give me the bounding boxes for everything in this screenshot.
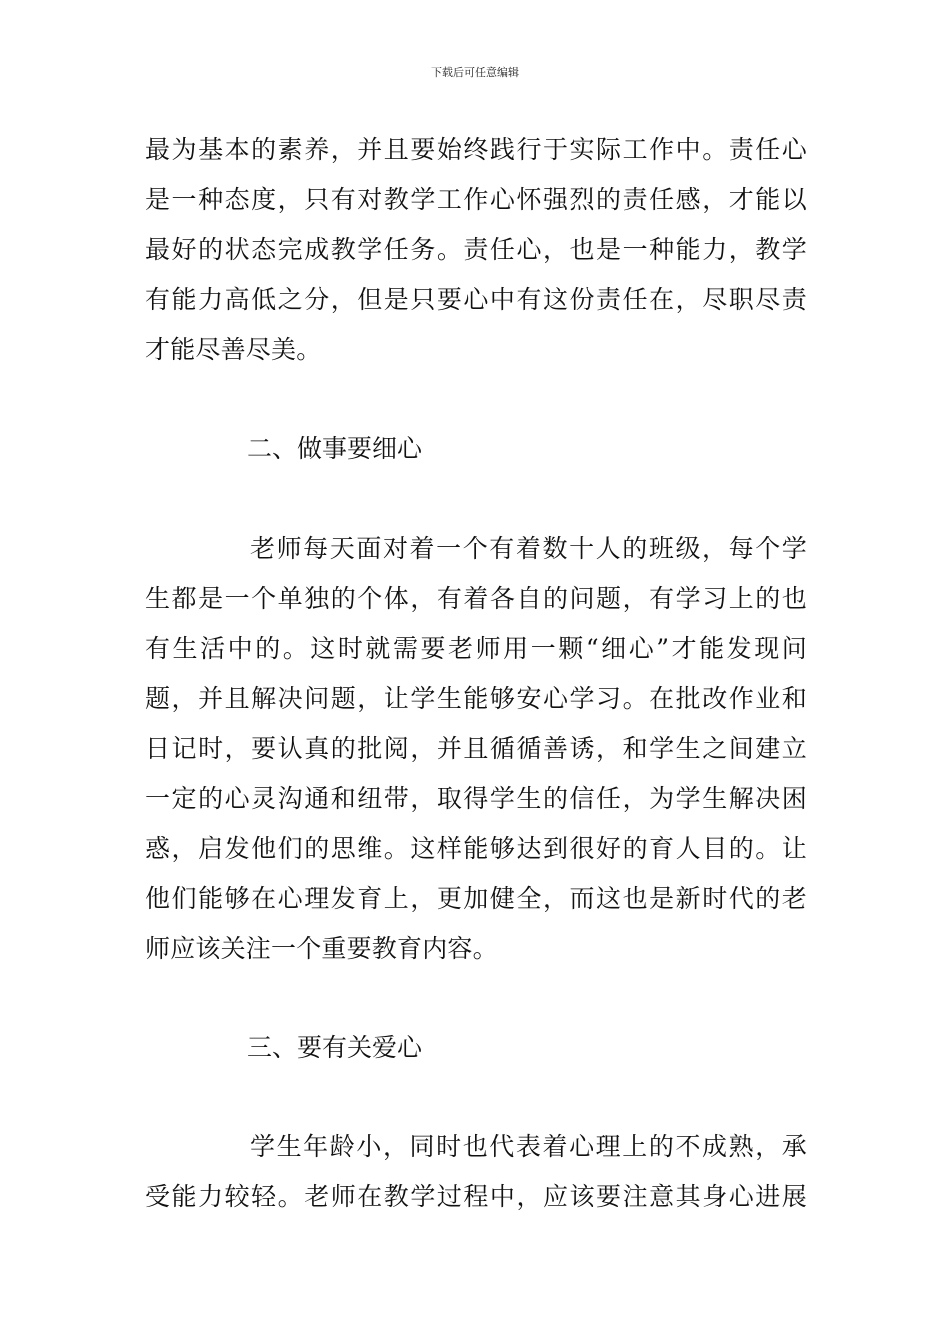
section-2-line-7: 惑，启发他们的思维。这样能够达到很好的育人目的。让 [145,834,807,863]
section-2-line-8: 他们能够在心理发育上，更加健全，而这也是新时代的老 [145,884,807,913]
paragraph-1-line-1: 最为基本的素养，并且要始终践行于实际工作中。责任心 [145,135,807,164]
paragraph-1-line-4: 有能力高低之分，但是只要心中有这份责任在，尽职尽责 [145,285,807,314]
paragraph-1-line-3: 最好的状态完成教学任务。责任心，也是一种能力，教学 [145,235,807,264]
section-2-line-9: 师应该关注一个重要教育内容。 [145,934,498,963]
section-3-heading: 三、要有关爱心 [247,1033,423,1062]
section-2-line-6: 一定的心灵沟通和纽带，取得学生的信任，为学生解决困 [145,784,807,813]
section-2-line-4: 题，并且解决问题，让学生能够安心学习。在批改作业和 [145,684,807,713]
section-3-line-2: 受能力较轻。老师在教学过程中，应该要注意其身心进展 [145,1182,807,1211]
section-2-line-3: 有生活中的。这时就需要老师用一颗“细心”才能发现问 [145,634,807,663]
paragraph-1-line-5: 才能尽善尽美。 [145,335,322,364]
section-2-heading: 二、做事要细心 [247,434,423,463]
section-2-line-5: 日记时，要认真的批阅，并且循循善诱，和学生之间建立 [145,734,807,763]
header-note: 下载后可任意编辑 [431,66,519,79]
section-2-line-1: 老师每天面对着一个有着数十人的班级，每个学 [250,534,807,563]
section-3-line-1: 学生年龄小，同时也代表着心理上的不成熟，承 [250,1132,807,1161]
paragraph-1-line-2: 是一种态度，只有对教学工作心怀强烈的责任感，才能以 [145,185,807,214]
section-2-line-2: 生都是一个单独的个体，有着各自的问题，有学习上的也 [145,584,807,613]
